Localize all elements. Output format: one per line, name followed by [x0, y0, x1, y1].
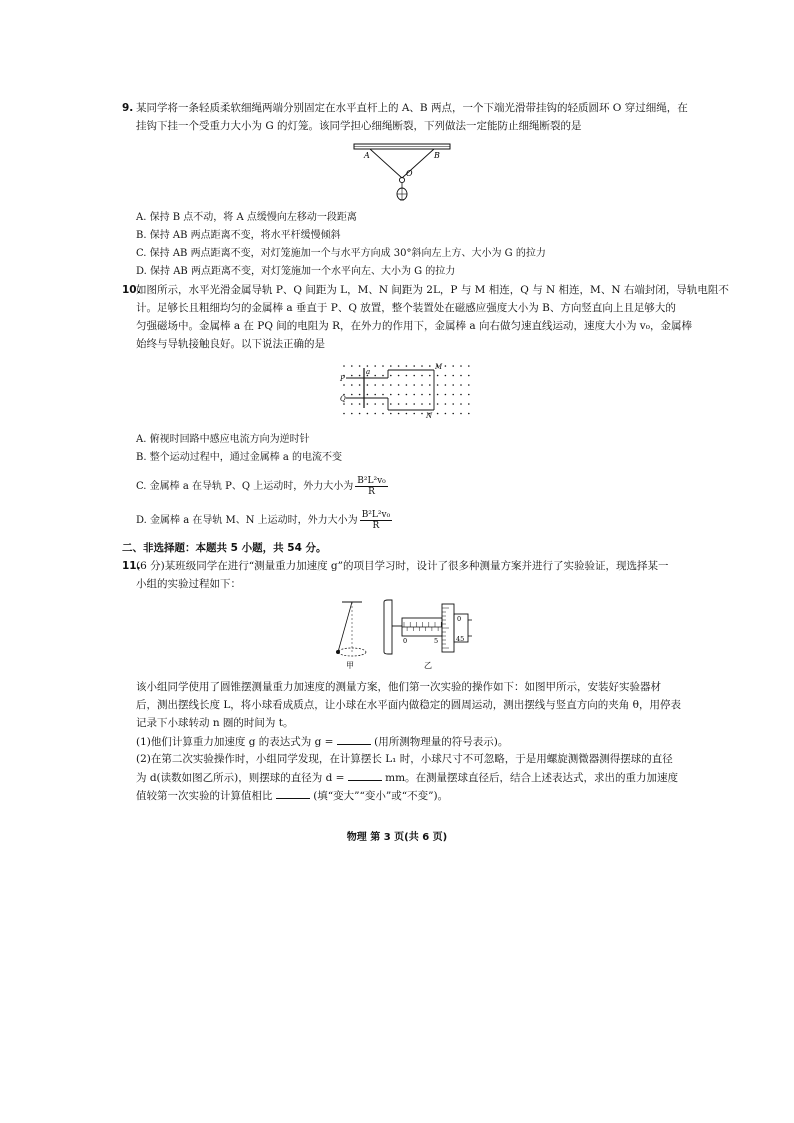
field-dot [382, 413, 384, 415]
field-dot [460, 384, 462, 386]
field-dot [437, 413, 439, 415]
field-dot [359, 365, 361, 367]
q10-stem-line4: 始终与导轨接触良好。以下说法正确的是 [136, 338, 325, 350]
q10-stem-line2: 计。足够长且粗细均匀的金属棒 a 垂直于 P、Q 放置，整个装置处在磁感应强度大小为 B、方向竖直向上且足够大的 [136, 302, 676, 314]
q11-body-line1: 该小组同学使用了圆锥摆测量重力加速度的测量方案，他们第一次实验的操作如下：如图甲所示，安装好实验器材 [136, 681, 661, 693]
q10-rail-figure [338, 362, 476, 420]
field-dot [367, 394, 369, 396]
field-dot [398, 375, 400, 377]
field-dot [421, 394, 423, 396]
field-dot [351, 403, 353, 405]
q9-option-d: D. 保持 AB 两点距离不变，对灯笼施加一个水平向左、大小为 G 的拉力 [136, 266, 456, 277]
field-dot [406, 394, 408, 396]
q11-sub1 [136, 734, 508, 749]
field-dot [390, 375, 392, 377]
field-dot [406, 413, 408, 415]
q10-label-q: Q [340, 395, 346, 403]
field-dot [445, 365, 447, 367]
fraction-numerator: B²L²v₀ [361, 510, 391, 520]
q9-number: 9. [122, 102, 134, 114]
q10-label-p: P [340, 375, 345, 383]
field-dot [421, 365, 423, 367]
q11-sub2-line1: (2)在第二次实验操作时，小组同学发现，在计算摆长 L₁ 时，小球尺寸不可忽略，于是用螺旋测微器测得摆球的直径 [136, 753, 673, 765]
field-dot [343, 413, 345, 415]
field-dot [382, 375, 384, 377]
field-dot [452, 413, 454, 415]
q10-option-d-text: D. 金属棒 a 在导轨 M、N 上运动时，外力大小为 [136, 515, 358, 526]
fraction-numerator: B²L²v₀ [357, 476, 386, 486]
q9-option-c: C. 保持 AB 两点距离不变，对灯笼施加一个与水平方向成 30°斜向左上方、大小为 G 的拉力 [136, 248, 546, 259]
field-dot [367, 384, 369, 386]
field-dot [413, 394, 415, 396]
field-dot [468, 384, 470, 386]
q10-label-n: N [426, 412, 433, 420]
field-dot [445, 394, 447, 396]
field-dot [406, 403, 408, 405]
field-dot [437, 375, 439, 377]
field-dot [359, 394, 361, 396]
q11-stem-line2: 小组的实验过程如下： [136, 578, 241, 590]
field-dot [445, 413, 447, 415]
field-dot [413, 413, 415, 415]
fraction-denominator: R [372, 521, 380, 531]
q11-sub2-line2-mid: mm。在测量摆球直径后，结合上述表达式，求出的重力加速度 [385, 772, 679, 784]
field-dot [445, 403, 447, 405]
field-dot [382, 384, 384, 386]
q9-stem-line1: 某同学将一条轻质柔软细绳两端分别固定在水平直杆上的 A、B 两点，一个下端光滑带挂钩的轻质圆环 O 穿过细绳，在 [136, 102, 688, 114]
field-dot [398, 413, 400, 415]
field-dot [351, 365, 353, 367]
thimble-label-0: 0 [457, 615, 462, 623]
thimble-label-45: 45 [456, 635, 465, 643]
field-dot [413, 365, 415, 367]
field-dot [382, 403, 384, 405]
field-dot [460, 375, 462, 377]
thimble-scale-ticks [442, 608, 449, 648]
q11-sub2-line2 [136, 770, 678, 785]
q10-option-c [136, 476, 388, 497]
q11-sub1-blank[interactable] [337, 734, 371, 745]
q9-stem-line2: 挂钩下挂一个受重力大小为 G 的灯笼。该同学担心细绳断裂，下列做法一定能防止细绳断裂的是 [136, 120, 582, 132]
field-dot [468, 365, 470, 367]
field-dot [390, 365, 392, 367]
field-dot [398, 384, 400, 386]
field-dot [445, 375, 447, 377]
field-dot [460, 394, 462, 396]
field-dot [406, 375, 408, 377]
field-dot [452, 403, 454, 405]
field-dot [437, 403, 439, 405]
sleeve-label-5: 5 [434, 637, 439, 645]
field-dot [374, 384, 376, 386]
field-dot [452, 365, 454, 367]
q10-label-m: M [435, 363, 443, 371]
q10-number: 10. [122, 284, 141, 296]
q11-sub2-line2-prefix: 为 d(读数如图乙所示)，则摆球的直径为 d = [136, 772, 345, 784]
section-2-heading: 二、非选择题：本题共 5 小题，共 54 分。 [122, 542, 327, 554]
q11-sub1-prefix: (1)他们计算重力加速度 g 的表达式为 g = [136, 736, 334, 748]
field-dot [351, 375, 353, 377]
field-dot [421, 413, 423, 415]
field-dot [406, 365, 408, 367]
q9-label-a: A [364, 151, 370, 160]
field-dot [445, 384, 447, 386]
field-dot [413, 375, 415, 377]
field-dot [359, 384, 361, 386]
field-dot [374, 394, 376, 396]
sleeve-scale-ticks [404, 622, 441, 631]
field-dot [406, 384, 408, 386]
field-dot [429, 384, 431, 386]
field-dot [367, 365, 369, 367]
field-dot [429, 394, 431, 396]
field-dot [452, 384, 454, 386]
q10-option-d-fraction [360, 510, 393, 531]
field-dot [437, 384, 439, 386]
field-dot [390, 394, 392, 396]
q11-figure-yi-label: 乙 [424, 661, 432, 670]
q9-label-o: O [406, 169, 413, 178]
q11-sub2-blank-change[interactable] [276, 788, 310, 799]
q10-stem-line1: 如图所示，水平光滑金属导轨 P、Q 间距为 L，M、N 间距为 2L，P 与 M 相连，Q 与 N 相连，M、N 右端封闭，导轨电阻不 [136, 284, 729, 296]
field-dot [421, 375, 423, 377]
q9-lantern-figure [350, 140, 454, 206]
field-dot [390, 384, 392, 386]
magnetic-field-dots [343, 365, 469, 414]
q10-option-a: A. 俯视时回路中感应电流方向为逆时针 [136, 434, 310, 445]
q11-sub2-blank-diameter[interactable] [348, 770, 382, 781]
field-dot [460, 403, 462, 405]
q9-option-a: A. 保持 B 点不动，将 A 点缓慢向左移动一段距离 [136, 212, 357, 223]
field-dot [429, 403, 431, 405]
field-dot [468, 394, 470, 396]
q10-option-b: B. 整个运动过程中，通过金属棒 a 的电流不变 [136, 452, 343, 463]
q10-stem-line3: 匀强磁场中。金属棒 a 在 PQ 间的电阻为 R，在外力的作用下，金属棒 a 向右做匀速直线运动，速度大小为 v₀，金属棒 [136, 320, 692, 332]
field-dot [343, 403, 345, 405]
field-dot [382, 365, 384, 367]
field-dot [468, 403, 470, 405]
field-dot [382, 394, 384, 396]
field-dot [367, 413, 369, 415]
field-dot [421, 384, 423, 386]
field-dot [351, 394, 353, 396]
q11-stem-line1: (6 分)某班级同学在进行“测量重力加速度 g”的项目学习时，设计了很多种测量方案并进行了实验验证，现选择某一 [136, 560, 669, 572]
field-dot [413, 403, 415, 405]
field-dot [390, 413, 392, 415]
field-dot [351, 413, 353, 415]
q9-option-b: B. 保持 AB 两点距离不变，将水平杆缓慢倾斜 [136, 230, 341, 241]
q10-option-d [136, 510, 392, 531]
field-dot [343, 365, 345, 367]
field-dot [437, 394, 439, 396]
field-dot [374, 413, 376, 415]
q11-number: 11. [122, 560, 141, 572]
page-footer: 物理 第 3 页(共 6 页) [346, 832, 448, 843]
field-dot [359, 375, 361, 377]
field-dot [390, 403, 392, 405]
q11-figure-yi-micrometer [380, 596, 476, 672]
field-dot [413, 384, 415, 386]
q11-sub1-suffix: (用所测物理量的符号表示)。 [374, 736, 509, 748]
field-dot [429, 375, 431, 377]
field-dot [468, 375, 470, 377]
field-dot [452, 394, 454, 396]
field-dot [374, 375, 376, 377]
field-dot [421, 403, 423, 405]
field-dot [374, 365, 376, 367]
q11-sub2-line3 [136, 788, 448, 803]
q11-figure-jia-label: 甲 [346, 661, 354, 670]
field-dot [367, 403, 369, 405]
q9-label-b: B [434, 151, 440, 160]
q11-figure-jia [330, 596, 374, 672]
q10-option-c-text: C. 金属棒 a 在导轨 P、Q 上运动时，外力大小为 [136, 481, 354, 492]
field-dot [398, 394, 400, 396]
field-dot [429, 365, 431, 367]
field-dot [359, 403, 361, 405]
fraction-denominator: R [368, 487, 375, 497]
field-dot [359, 413, 361, 415]
q11-body-line2: 后，测出摆线长度 L，将小球看成质点，让小球在水平面内做稳定的圆周运动，测出摆线与竖直方向的夹角 θ，用停表 [136, 699, 681, 711]
q11-sub2-line3-suffix: (填“变大”“变小”或“不变”)。 [313, 790, 449, 802]
field-dot [343, 384, 345, 386]
sleeve-label-0: 0 [403, 637, 408, 645]
field-dot [374, 403, 376, 405]
field-dot [398, 403, 400, 405]
q10-option-c-fraction [355, 476, 388, 497]
field-dot [452, 375, 454, 377]
q10-label-a: a [366, 368, 371, 376]
q11-body-line3: 记录下小球转动 n 圈的时间为 t。 [136, 717, 294, 729]
field-dot [398, 365, 400, 367]
field-dot [460, 365, 462, 367]
field-dot [468, 413, 470, 415]
field-dot [460, 413, 462, 415]
q11-sub2-line3-prefix: 值较第一次实验的计算值相比 [136, 790, 273, 802]
field-dot [351, 384, 353, 386]
